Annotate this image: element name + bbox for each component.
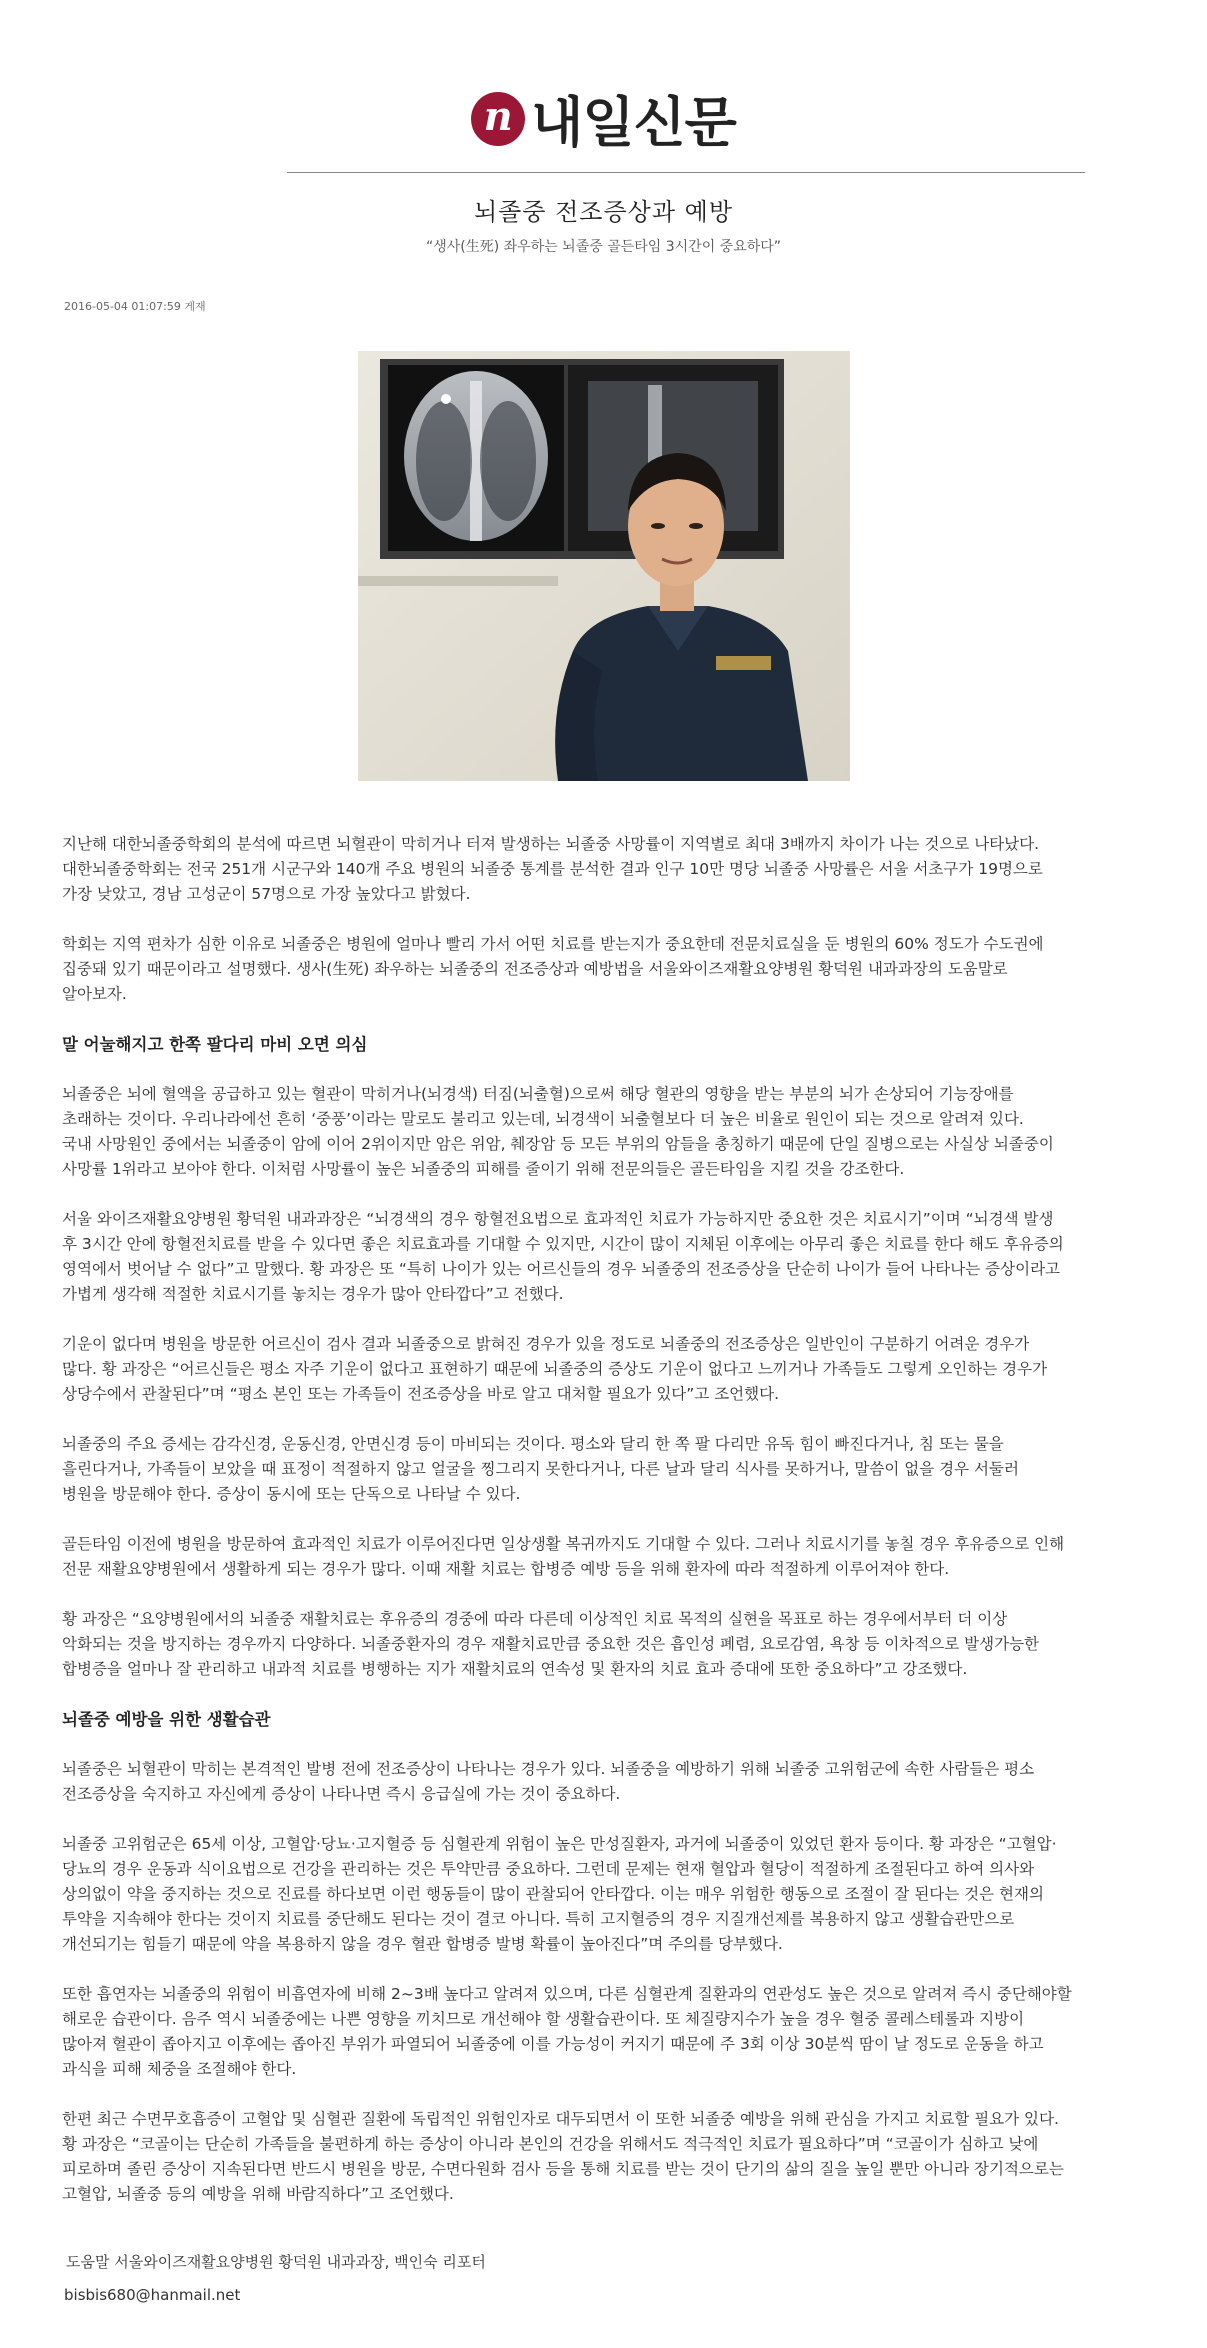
article-paragraph: 지난해 대한뇌졸중학회의 분석에 따르면 뇌혈관이 막히거나 터져 발생하는 뇌졸중 사망률이 지역별로 최대 3배까지 차이가 나는 것으로 나타났다. 대한뇌졸중학회는 전국 251개 시군구와 140개 주요 병원의 뇌졸중 통계를 분석한 결과 인구 10만 명당 뇌졸중 사망률은 서울 서초구가 19명으로 가장 낮았고, 경남 고성군이 57명으로 가장 높았다고 밝혔다. — [62, 835, 1043, 903]
masthead — [0, 80, 1207, 160]
article-dateline: 2016-05-04 01:07:59 게재 — [64, 300, 206, 313]
masthead-divider — [287, 172, 1085, 173]
article-headline: 뇌졸중 전조증상과 예방 — [473, 198, 734, 226]
logo-text: 내일신문 — [531, 91, 736, 154]
newspaper-logo[interactable] — [471, 80, 736, 157]
doctor-xray-photo — [358, 351, 850, 781]
section-heading: 말 어눌해지고 한쪽 팔다리 마비 오면 의심 — [62, 1035, 368, 1054]
article-paragraph: 뇌졸중은 뇌에 혈액을 공급하고 있는 혈관이 막히거나(뇌경색) 터짐(뇌출혈)으로써 해당 혈관의 영향을 받는 부분의 뇌가 손상되어 기능장애를 초래하는 것이다. 우리나라에선 흔히 ‘중풍’이라는 말로도 불리고 있는데, 뇌경색이 뇌출혈보다 더 높은 비율로 원인이 되는 것으로 알려져 있다. 국내 사망원인 중에서는 뇌졸중이 암에 이어 2위이지만 암은 위암, 췌장암 등 모든 부위의 암들을 총칭하기 때문에 단일 질병으로는 사실상 뇌졸중이 사망률 1위라고 보아야 한다. 이처럼 사망률이 높은 뇌졸중의 피해를 줄이기 위해 전문의들은 골든타임을 지킬 것을 강조한다. — [62, 1085, 1054, 1178]
article-paragraph: 뇌졸중의 주요 증세는 감각신경, 운동신경, 안면신경 등이 마비되는 것이다. 평소와 달리 한 쪽 팔 다리만 유독 힘이 빠진다거나, 침 또는 물을 흘린다거나, 가족들이 보았을 때 표정이 적절하지 않고 얼굴을 찡그리지 못한다거나, 다른 날과 달리 식사를 못하거나, 말씀이 없을 경우 서둘러 병원을 방문해야 한다. 증상이 동시에 또는 단독으로 나타날 수 있다. — [62, 1435, 1019, 1503]
article-paragraph: 한편 최근 수면무호흡증이 고혈압 및 심혈관 질환에 독립적인 위험인자로 대두되면서 이 또한 뇌졸중 예방을 위해 관심을 가지고 치료할 필요가 있다. 황 과장은 “코골이는 단순히 가족들을 불편하게 하는 증상이 아니라 본인의 건강을 위해서도 적극적인 치료가 필요하다”며 “코골이가 심하고 낮에 피로하며 졸린 증상이 지속된다면 반드시 병원을 방문, 수면다원화 검사 등을 통해 치료를 받는 것이 단기의 삶의 질을 높일 뿐만 아니라 장기적으로는 고혈압, 뇌졸중 등의 예방을 위해 바람직하다”고 조언했다. — [62, 2110, 1064, 2203]
article-paragraph: 기운이 없다며 병원을 방문한 어르신이 검사 결과 뇌졸중으로 밝혀진 경우가 있을 정도로 뇌졸중의 전조증상은 일반인이 구분하기 어려운 경우가 많다. 황 과장은 “어르신들은 평소 자주 기운이 없다고 표현하기 때문에 뇌졸중의 증상도 기운이 없다고 느끼거나 가족들도 그렇게 오인하는 경우가 상당수에서 관찰된다”며 “평소 본인 또는 가족들이 전조증상을 바로 알고 대처할 필요가 있다”고 조언했다. — [62, 1335, 1048, 1403]
article-subheadline: “생사(生死) 좌우하는 뇌졸중 골든타임 3시간이 중요하다” — [425, 239, 782, 255]
article-byline: 도움말 서울와이즈재활요양병원 황덕원 내과과장, 백인숙 리포터 — [66, 2253, 486, 2271]
article-paragraph: 골든타임 이전에 병원을 방문하여 효과적인 치료가 이루어진다면 일상생활 복귀까지도 기대할 수 있다. 그러나 치료시기를 놓칠 경우 후유증으로 인해 전문 재활요양병원에서 생활하게 되는 경우가 많다. 이때 재활 치료는 합병증 예방 등을 위해 환자에 따라 적절하게 이루어져야 한다. — [62, 1535, 1065, 1578]
article-paragraph: 서울 와이즈재활요양병원 황덕원 내과과장은 “뇌경색의 경우 항혈전요법으로 효과적인 치료가 가능하지만 중요한 것은 치료시기”이며 “뇌경색 발생 후 3시간 안에 항혈전치료를 받을 수 있다면 좋은 치료효과를 기대할 수 있지만, 시간이 많이 지체된 이후에는 아무리 좋은 치료를 한다 해도 후유증의 영역에서 벗어날 수 없다”고 말했다. 황 과장은 또 “특히 나이가 있는 어르신들의 경우 뇌졸중의 전조증상을 단순히 나이가 들어 나타나는 증상이라고 가볍게 생각해 적절한 치료시기를 놓치는 경우가 많아 안타깝다”고 전했다. — [62, 1210, 1064, 1303]
article-paragraph: 뇌졸중은 뇌혈관이 막히는 본격적인 발병 전에 전조증상이 나타나는 경우가 있다. 뇌졸중을 예방하기 위해 뇌졸중 고위험군에 속한 사람들은 평소 전조증상을 숙지하고 자신에게 증상이 나타나면 즉시 응급실에 가는 것이 중요하다. — [62, 1760, 1035, 1803]
section-heading: 뇌졸중 예방을 위한 생활습관 — [62, 1710, 271, 1729]
article-paragraph: 또한 흡연자는 뇌졸중의 위험이 비흡연자에 비해 2~3배 높다고 알려져 있으며, 다른 심혈관계 질환과의 연관성도 높은 것으로 알려져 즉시 중단해야할 해로운 습관이다. 음주 역시 뇌졸중에는 나쁜 영향을 끼치므로 개선해야 할 생활습관이다. 또 체질량지수가 높을 경우 혈중 콜레스테롤과 지방이 많아져 혈관이 좁아지고 이후에는 좁아진 부위가 파열되어 뇌졸중에 이를 가능성이 커지기 때문에 주 3회 이상 30분씩 땀이 날 정도로 운동을 하고 과식을 피해 체중을 조절해야 한다. — [62, 1985, 1072, 2078]
article-body — [62, 832, 1150, 2232]
logo-mark-icon: n — [471, 92, 525, 146]
article-paragraph: 학회는 지역 편차가 심한 이유로 뇌졸중은 병원에 얼마나 빨리 가서 어떤 치료를 받는지가 중요한데 전문치료실을 둔 병원의 60% 정도가 수도권에 집중돼 있기 때문이라고 설명했다. 생사(生死) 좌우하는 뇌졸중의 전조증상과 예방법을 서울와이즈재활요양병원 황덕원 내과과장의 도움말로 알아보자. — [62, 935, 1044, 1003]
article-paragraph: 황 과장은 “요양병원에서의 뇌졸중 재활치료는 후유증의 경중에 따라 다른데 이상적인 치료 목적의 실현을 목표로 하는 경우에서부터 더 이상 악화되는 것을 방지하는 경우까지 다양하다. 뇌졸중환자의 경우 재활치료만큼 중요한 것은 흡인성 폐렴, 요로감염, 욕창 등 이차적으로 발생가능한 합병증을 얼마나 잘 관리하고 내과적 치료를 병행하는 지가 재활치료의 연속성 및 환자의 치료 효과 증대에 또한 중요하다”고 강조했다. — [62, 1610, 1040, 1678]
article-photo — [358, 351, 850, 781]
reporter-email-link[interactable]: bisbis680@hanmail.net — [64, 2286, 241, 2304]
article-paragraph: 뇌졸중 고위험군은 65세 이상, 고혈압·당뇨·고지혈증 등 심혈관계 위험이 높은 만성질환자, 과거에 뇌졸중이 있었던 환자 등이다. 황 과장은 “고혈압· 당뇨의 경우 운동과 식이요법으로 건강을 관리하는 것은 투약만큼 중요하다. 그런데 문제는 현재 혈압과 혈당이 적절하게 조절된다고 하여 의사와 상의없이 약을 중지하는 것으로 진료를 하다보면 이런 행동들이 많이 관찰되어 안타깝다. 이는 매우 위험한 행동으로 조절이 잘 된다는 것은 현재의 투약을 지속해야 한다는 것이지 치료를 중단해도 된다는 것이 결코 아니다. 특히 고지혈증의 경우 지질개선제를 복용하지 않고 생활습관만으로 개선되기는 힘들기 때문에 약을 복용하지 않을 경우 혈관 합병증 발병 확률이 높아진다”며 주의를 당부했다. — [62, 1835, 1057, 1953]
